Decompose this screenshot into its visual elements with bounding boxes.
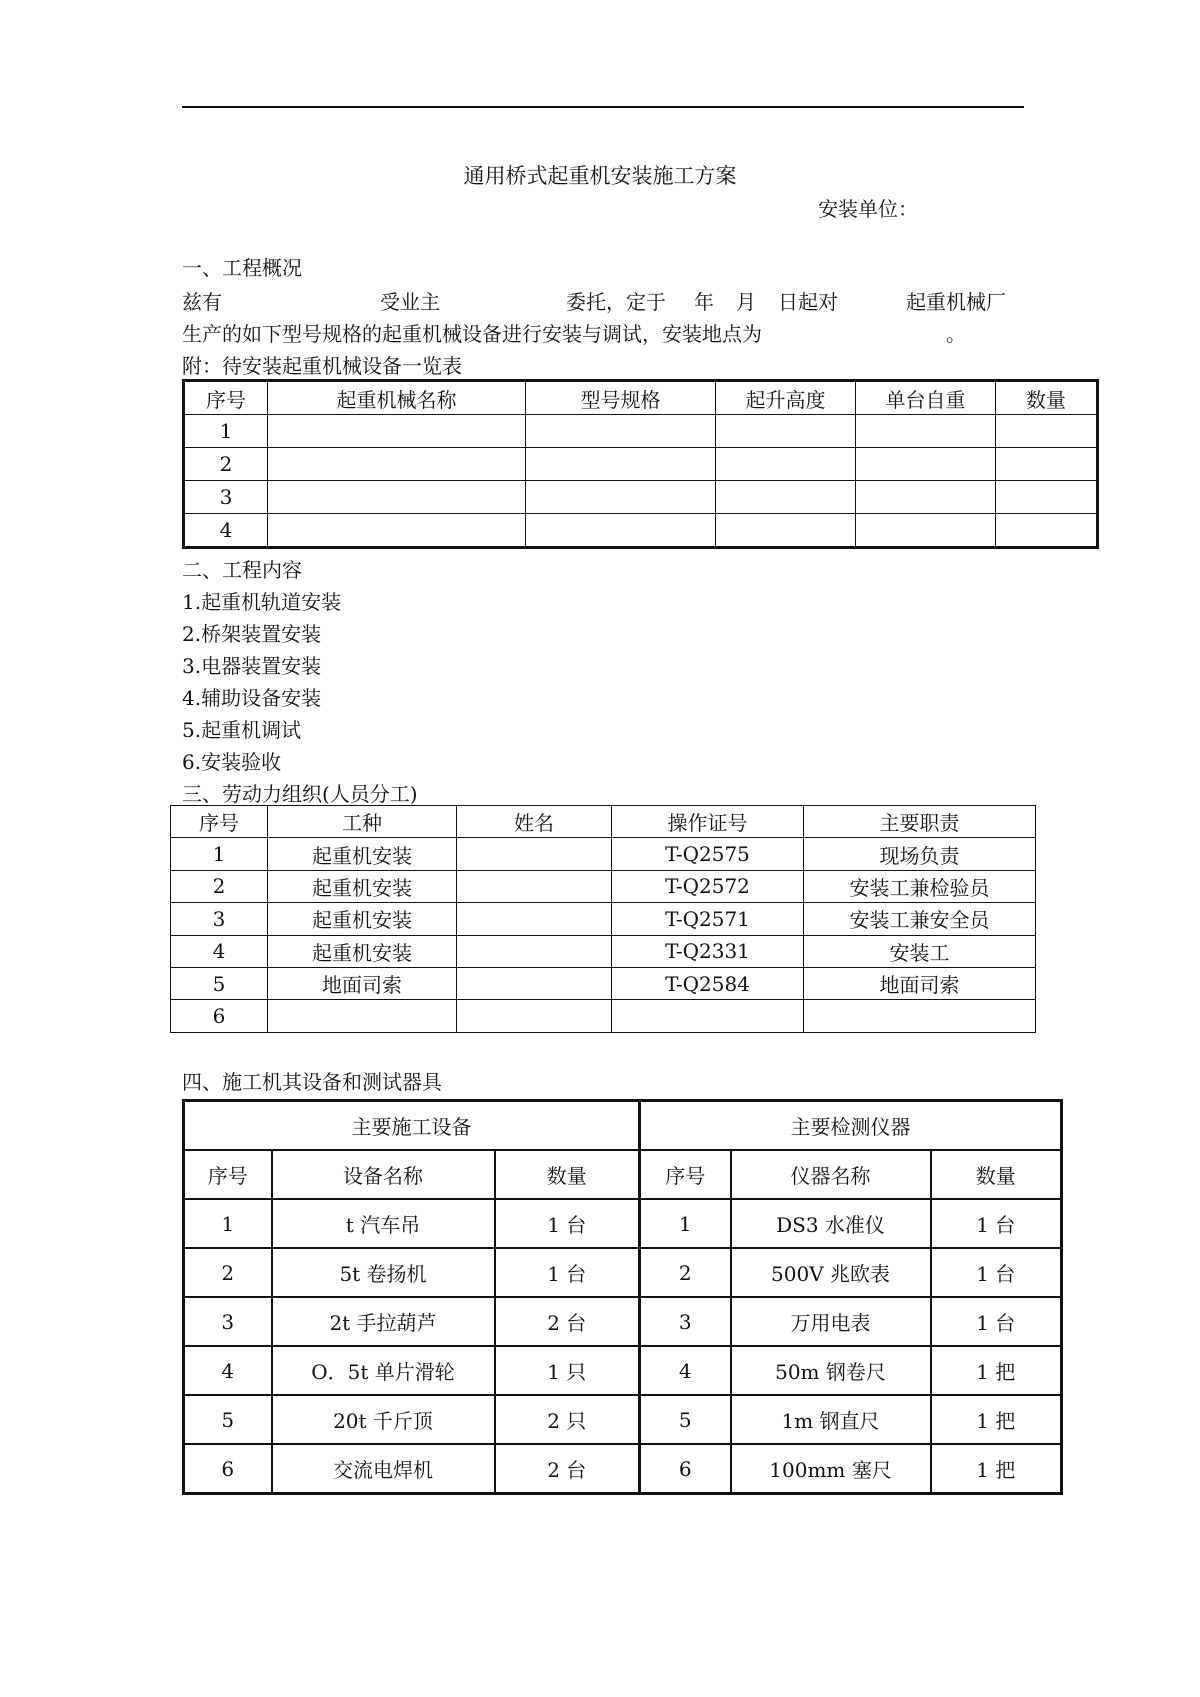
table-cell bbox=[268, 514, 526, 548]
column-header: 起升高度 bbox=[716, 381, 856, 415]
table-row bbox=[184, 1297, 1062, 1346]
list-item: 6.安装验收 bbox=[182, 750, 282, 774]
column-header: 序号 bbox=[640, 1150, 731, 1199]
table-cell: 50m 钢卷尺 bbox=[731, 1346, 931, 1395]
table-cell bbox=[457, 870, 612, 902]
column-header: 数量 bbox=[495, 1150, 640, 1199]
table-cell: T-Q2571 bbox=[612, 903, 804, 935]
table-cell: 交流电焊机 bbox=[272, 1444, 495, 1494]
table-cell: T-Q2331 bbox=[612, 935, 804, 967]
table-cell: 1 台 bbox=[931, 1248, 1062, 1297]
table-row bbox=[184, 514, 1098, 548]
table-cell: 2 bbox=[184, 1248, 272, 1297]
table-cell: 1 把 bbox=[931, 1395, 1062, 1444]
column-header: 序号 bbox=[184, 381, 268, 415]
table-cell: 安装工兼检验员 bbox=[804, 870, 1036, 902]
intro-text-7: 起重机械厂 bbox=[906, 290, 1006, 314]
intro-text-5: 月 bbox=[736, 290, 756, 314]
row-number: 4 bbox=[184, 514, 268, 548]
table-cell: 1 bbox=[640, 1199, 731, 1248]
table-cell bbox=[526, 481, 716, 514]
column-header: 数量 bbox=[996, 381, 1098, 415]
table-row bbox=[171, 967, 1036, 999]
table-cell: 1 bbox=[171, 838, 268, 870]
table-row bbox=[184, 1346, 1062, 1395]
table-cell: 3 bbox=[640, 1297, 731, 1346]
table-cell: 地面司索 bbox=[804, 967, 1036, 999]
table-cell: 1 台 bbox=[931, 1199, 1062, 1248]
appendix-caption: 附：待安装起重机械设备一览表 bbox=[182, 354, 462, 378]
table-header-row bbox=[184, 1150, 1062, 1199]
table-cell: 500V 兆欧表 bbox=[731, 1248, 931, 1297]
list-item: 2.桥架装置安装 bbox=[182, 622, 322, 646]
group-header-instruments: 主要检测仪器 bbox=[640, 1101, 1062, 1151]
table-cell bbox=[612, 1000, 804, 1032]
table-cell bbox=[457, 967, 612, 999]
list-item: 1.起重机轨道安装 bbox=[182, 590, 342, 614]
table-row bbox=[171, 1000, 1036, 1032]
table-cell bbox=[268, 1000, 457, 1032]
table-cell bbox=[716, 481, 856, 514]
row-number: 3 bbox=[184, 481, 268, 514]
table-cell: 4 bbox=[640, 1346, 731, 1395]
table-cell: 3 bbox=[171, 903, 268, 935]
group-header-equipment: 主要施工设备 bbox=[184, 1101, 640, 1151]
intro-line-2: 生产的如下型号规格的起重机械设备进行安装与调试，安装地点为 bbox=[182, 322, 762, 346]
column-header: 仪器名称 bbox=[731, 1150, 931, 1199]
table-cell: 2 只 bbox=[495, 1395, 640, 1444]
column-header: 单台自重 bbox=[856, 381, 996, 415]
column-header: 起重机械名称 bbox=[268, 381, 526, 415]
table-cell: 5 bbox=[171, 967, 268, 999]
table-cell: 2t 手拉葫芦 bbox=[272, 1297, 495, 1346]
table-row bbox=[184, 1444, 1062, 1494]
table-cell: 地面司索 bbox=[268, 967, 457, 999]
table-cell: 安装工 bbox=[804, 935, 1036, 967]
section3-heading: 三、劳动力组织(人员分工) bbox=[182, 782, 418, 806]
row-number: 2 bbox=[184, 448, 268, 481]
table-cell: 3 bbox=[184, 1297, 272, 1346]
column-header: 序号 bbox=[171, 806, 268, 838]
list-item: 3.电器装置安装 bbox=[182, 654, 322, 678]
table-cell: 6 bbox=[184, 1444, 272, 1494]
table-cell: t 汽车吊 bbox=[272, 1199, 495, 1248]
column-header: 数量 bbox=[931, 1150, 1062, 1199]
table-cell: T-Q2575 bbox=[612, 838, 804, 870]
section1-heading: 一、工程概况 bbox=[182, 256, 302, 280]
intro-text-4: 年 bbox=[694, 290, 714, 314]
table-cell bbox=[804, 1000, 1036, 1032]
section4-heading: 四、施工机其设备和测试器具 bbox=[182, 1070, 442, 1094]
table-cell: 1 台 bbox=[495, 1199, 640, 1248]
table-cell: 1 把 bbox=[931, 1444, 1062, 1494]
table-row bbox=[171, 903, 1036, 935]
table-cell bbox=[996, 448, 1098, 481]
table-cell: 20t 千斤顶 bbox=[272, 1395, 495, 1444]
table-cell: 4 bbox=[184, 1346, 272, 1395]
list-item: 5.起重机调试 bbox=[182, 718, 302, 742]
document-title: 通用桥式起重机安装施工方案 bbox=[463, 164, 737, 188]
intro-text-2: 受业主 bbox=[380, 290, 440, 314]
header-rule bbox=[182, 106, 1024, 108]
table-cell: 1 bbox=[184, 1199, 272, 1248]
table-cell: 1 把 bbox=[931, 1346, 1062, 1395]
table-row bbox=[184, 1248, 1062, 1297]
table-cell bbox=[716, 448, 856, 481]
labor-organization-table bbox=[170, 805, 1036, 1033]
table-cell bbox=[457, 903, 612, 935]
table-row bbox=[184, 1395, 1062, 1444]
table-cell bbox=[268, 415, 526, 448]
table-cell bbox=[526, 448, 716, 481]
intro-text-1: 兹有 bbox=[182, 290, 222, 314]
table-cell: 2 bbox=[640, 1248, 731, 1297]
table-row bbox=[184, 481, 1098, 514]
table-cell: 2 台 bbox=[495, 1444, 640, 1494]
table-cell bbox=[996, 514, 1098, 548]
table-cell bbox=[268, 481, 526, 514]
table-cell: T-Q2584 bbox=[612, 967, 804, 999]
column-header: 姓名 bbox=[457, 806, 612, 838]
table-cell bbox=[856, 514, 996, 548]
tools-and-instruments-table bbox=[182, 1099, 1063, 1495]
table-cell bbox=[457, 935, 612, 967]
table-cell: 100mm 塞尺 bbox=[731, 1444, 931, 1494]
table-cell bbox=[526, 514, 716, 548]
table-cell: 1 台 bbox=[495, 1248, 640, 1297]
list-item: 4.辅助设备安装 bbox=[182, 686, 322, 710]
intro-text-3: 委托，定于 bbox=[566, 290, 666, 314]
table-cell bbox=[856, 448, 996, 481]
column-header: 型号规格 bbox=[526, 381, 716, 415]
table-cell bbox=[996, 481, 1098, 514]
table-cell: 2 台 bbox=[495, 1297, 640, 1346]
table-cell: 起重机安装 bbox=[268, 935, 457, 967]
table-cell bbox=[716, 514, 856, 548]
table-cell: DS3 水准仪 bbox=[731, 1199, 931, 1248]
table-group-header-row bbox=[184, 1101, 1062, 1151]
table-row bbox=[184, 415, 1098, 448]
column-header: 工种 bbox=[268, 806, 457, 838]
row-number: 1 bbox=[184, 415, 268, 448]
crane-equipment-table bbox=[182, 379, 1099, 549]
column-header: 设备名称 bbox=[272, 1150, 495, 1199]
table-cell bbox=[856, 415, 996, 448]
table-row bbox=[184, 1199, 1062, 1248]
table-cell: 安装工兼安全员 bbox=[804, 903, 1036, 935]
table-cell: 6 bbox=[171, 1000, 268, 1032]
table-cell: 起重机安装 bbox=[268, 870, 457, 902]
table-cell: 起重机安装 bbox=[268, 838, 457, 870]
table-row bbox=[184, 448, 1098, 481]
section2-heading: 二、工程内容 bbox=[182, 558, 302, 582]
table-header-row bbox=[171, 806, 1036, 838]
table-cell: 1m 钢直尺 bbox=[731, 1395, 931, 1444]
table-cell: O．5t 单片滑轮 bbox=[272, 1346, 495, 1395]
table-cell: 1 台 bbox=[931, 1297, 1062, 1346]
table-cell bbox=[268, 448, 526, 481]
table-cell: 起重机安装 bbox=[268, 903, 457, 935]
table-cell bbox=[457, 838, 612, 870]
column-header: 主要职责 bbox=[804, 806, 1036, 838]
table-cell bbox=[996, 415, 1098, 448]
table-cell: 5 bbox=[640, 1395, 731, 1444]
table-row bbox=[171, 870, 1036, 902]
table-cell bbox=[856, 481, 996, 514]
table-cell: 5 bbox=[184, 1395, 272, 1444]
table-cell: T-Q2572 bbox=[612, 870, 804, 902]
table-cell bbox=[716, 415, 856, 448]
table-cell: 万用电表 bbox=[731, 1297, 931, 1346]
table-header-row bbox=[184, 381, 1098, 415]
table-cell: 5t 卷扬机 bbox=[272, 1248, 495, 1297]
table-cell bbox=[457, 1000, 612, 1032]
table-cell: 1 只 bbox=[495, 1346, 640, 1395]
table-row bbox=[171, 935, 1036, 967]
intro-line-2-end: 。 bbox=[946, 322, 966, 346]
install-unit-label: 安装单位： bbox=[818, 197, 918, 221]
table-cell bbox=[526, 415, 716, 448]
table-cell: 6 bbox=[640, 1444, 731, 1494]
intro-text-6: 日起对 bbox=[778, 290, 838, 314]
table-cell: 现场负责 bbox=[804, 838, 1036, 870]
column-header: 操作证号 bbox=[612, 806, 804, 838]
table-cell: 4 bbox=[171, 935, 268, 967]
table-cell: 2 bbox=[171, 870, 268, 902]
column-header: 序号 bbox=[184, 1150, 272, 1199]
table-row bbox=[171, 838, 1036, 870]
